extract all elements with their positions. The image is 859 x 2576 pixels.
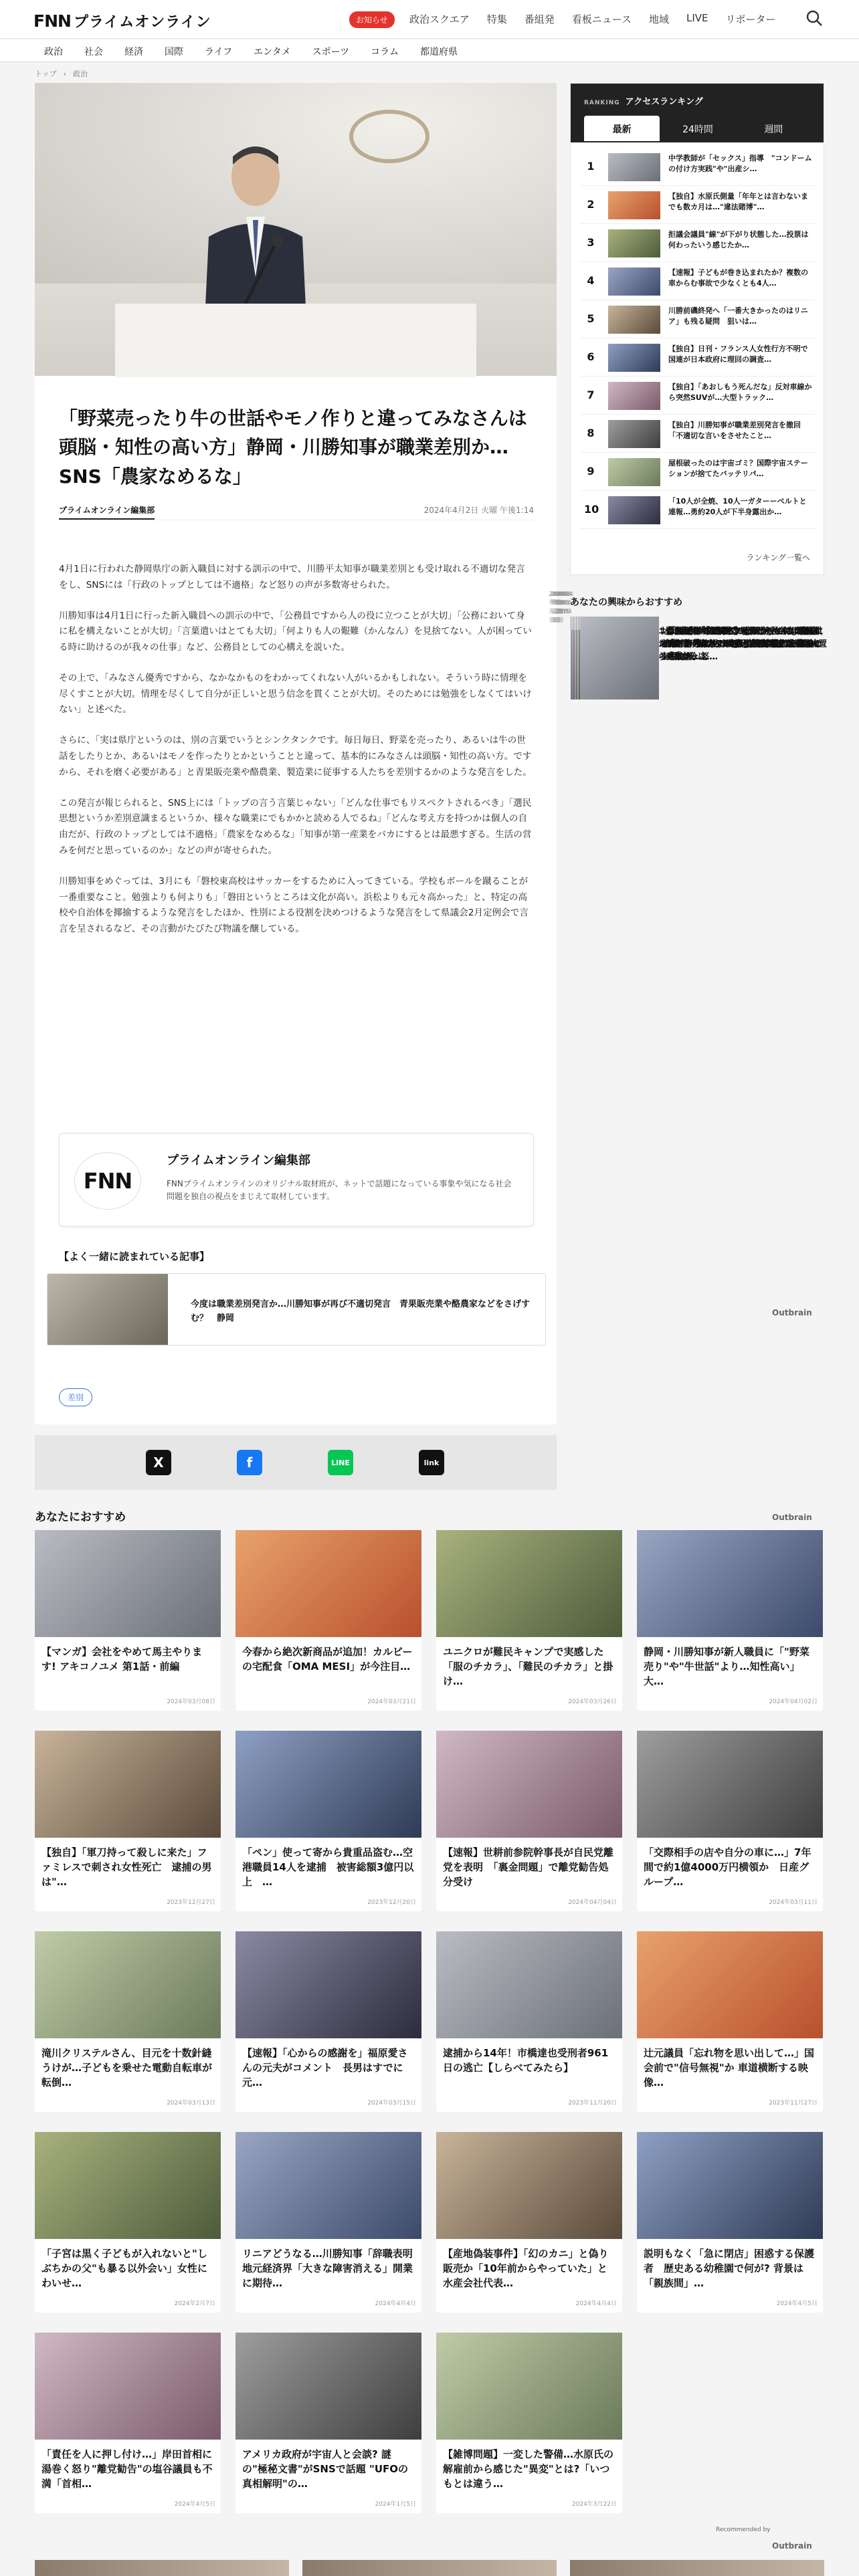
- ranking-item[interactable]: [580, 148, 816, 186]
- outbrain-logo[interactable]: Outbrain: [772, 1308, 812, 1317]
- recommend-card[interactable]: [35, 1530, 221, 1711]
- ranking-item[interactable]: [580, 300, 816, 338]
- more-strip: [35, 2560, 824, 2576]
- tag-discrimination[interactable]: 差別: [59, 1388, 92, 1406]
- card-thumbnail: [637, 1931, 823, 2038]
- nav-reporter[interactable]: リポーター: [725, 13, 776, 25]
- card-thumbnail: [35, 2132, 221, 2239]
- paragraph: 川勝知事は4月1日に行った新入職員への訓示の中で、「公務員ですから人の役に立つことが大切」「公務において身に私を構えないことが大切」「言葉遣いはとても大切」「何よりも人の艱難（かんなん）を見捨てない。人が困っている時に助けるのが我々の仕事」など、公務員としての心構えを説いた。: [59, 610, 532, 653]
- ranking-thumbnail: [608, 496, 660, 524]
- outbrain-logo[interactable]: Outbrain: [772, 1513, 812, 1522]
- ranking-thumbnail: [608, 306, 660, 334]
- category-item[interactable]: コラム: [371, 47, 399, 58]
- ranking-number: 1: [587, 160, 595, 173]
- category-item[interactable]: エンタメ: [254, 47, 291, 58]
- recommend-card[interactable]: [235, 1731, 421, 1911]
- notice-badge[interactable]: お知らせ: [349, 11, 395, 28]
- ranking-item[interactable]: [580, 186, 816, 224]
- author-box[interactable]: [59, 1133, 534, 1226]
- author-name: プライムオンライン編集部: [167, 1154, 310, 1168]
- ranking-box: [570, 83, 824, 575]
- hero-photo: [35, 83, 557, 376]
- card-date: 2024年03月11日: [769, 1899, 818, 1906]
- card-date: 2024年4月5日: [174, 2501, 215, 2508]
- card-thumbnail: [35, 1530, 221, 1637]
- category-item[interactable]: 社会: [84, 47, 103, 58]
- ranking-title: 中学教師が「セックス」指導 "コンドームの付け方実践"や"出産シ…: [668, 154, 812, 173]
- ranking-thumbnail: [608, 382, 660, 410]
- breadcrumb-politics[interactable]: 政治: [73, 70, 88, 78]
- ranking-number: 9: [587, 465, 595, 477]
- card-thumbnail: [235, 2333, 421, 2440]
- paragraph: 4月1日に行われた静岡県庁の新入職員に対する訓示の中で、川勝平太知事が職業差別とも受け取れる不適切な発言をし、SNSには「行政のトップとしては不適格」など怒りの声が多数寄せられた。: [59, 564, 525, 591]
- nav-politics-square[interactable]: 政治スクエア: [409, 13, 470, 25]
- ranking-more-link[interactable]: ランキング一覧へ: [746, 553, 810, 562]
- card-date: 2023年12月27日: [167, 1899, 215, 1906]
- tab-latest[interactable]: 最新: [584, 116, 660, 141]
- ranking-title: 屋根破ったのは宇宙ゴミ？国際宇宙ステーションが捨てたバッテリパ…: [668, 459, 808, 478]
- line-share-icon[interactable]: LINE: [328, 1450, 353, 1475]
- card-date: 2024年3月22日: [571, 2501, 617, 2508]
- ranking-thumbnail: [608, 458, 660, 486]
- interest-heading: あなたの興味からおすすめ: [570, 597, 683, 608]
- recommend-card[interactable]: [637, 2132, 823, 2313]
- recommend-card[interactable]: [637, 1931, 823, 2112]
- ranking-item[interactable]: [580, 453, 816, 491]
- ranking-title: 「10人が全焼、10人一ガターーベルトと連報…勇約20人が下半身露出か…: [668, 497, 807, 516]
- tab-24h[interactable]: 24時間: [682, 124, 713, 135]
- paragraph: 川勝知事をめぐっては、3月にも「磐校東高校はサッカーをするために入ってきている。学校もボールを蹴ることが一番重要なこと。勉強よりも何よりも」「磐田というところは文化が高い。浜松よりも元々高かった」と、特定の高校や自治体を揶揄するような発言をしたほか、性別による役割を決めつけるような発言をして県議会2月定例会で言言を呈されるなど、その言動がたびたび物議を醸している。: [59, 875, 529, 935]
- recommend-card[interactable]: [35, 1931, 221, 2112]
- card-thumbnail: [637, 1731, 823, 1838]
- ranking-title: 【速報】子どもが巻き込まれたか？複数の車からむ事故で少なくとも4人…: [668, 268, 808, 288]
- ranking-number: 10: [584, 503, 599, 516]
- author-logo: FNN: [74, 1152, 141, 1210]
- recommend-card[interactable]: [436, 2333, 622, 2513]
- ranking-tabs: [584, 116, 812, 141]
- ranking-item[interactable]: [580, 491, 816, 529]
- card-title: 【マンガ】会社をやめて馬主やります! アキコノユメ 第1話・前編: [41, 1646, 203, 1673]
- ranking-number: 3: [587, 236, 595, 249]
- card-thumbnail: [35, 2333, 221, 2440]
- ranking-number: 2: [587, 198, 595, 211]
- recommend-card[interactable]: [436, 1731, 622, 1911]
- card-date: 2024年1月5日: [375, 2501, 416, 2508]
- facebook-share-icon[interactable]: f: [237, 1450, 262, 1475]
- ranking-thumbnail: [608, 229, 660, 257]
- recommend-card[interactable]: [235, 1931, 421, 2112]
- recommend-card[interactable]: [35, 2333, 221, 2513]
- card-thumbnail: [436, 1931, 622, 2038]
- byline: [59, 504, 534, 520]
- category-item[interactable]: 都道府県: [419, 47, 458, 58]
- card-date: 2023年11月27日: [769, 2100, 818, 2107]
- recommend-card[interactable]: [436, 1530, 622, 1711]
- recommend-card[interactable]: [637, 1530, 823, 1711]
- card-title: ユニクロが難民キャンプで実感した「服のチカラ」、「難民のチカラ」と掛け…: [443, 1646, 613, 1687]
- tab-weekly[interactable]: 週間: [764, 124, 783, 135]
- card-date: 2024年04月02日: [769, 1699, 818, 1705]
- card-thumbnail: [235, 2132, 421, 2239]
- card-date: 2024年2月7日: [174, 2300, 215, 2307]
- card-date: 2024年03月21日: [367, 1699, 416, 1705]
- ranking-thumbnail: [608, 420, 660, 448]
- card-title: 静岡・川勝知事が新人職員に「"野菜売り"や"牛世話"より…知性高い」 大…: [644, 1646, 809, 1687]
- ranking-number: 6: [587, 350, 595, 363]
- ranking-title: 【独自】水原氏側量「年年とは言わないまでも数カ月は…"違法賭博"…: [668, 192, 808, 211]
- card-title: 「子宮は黒く子どもが入れないと"しぶちかの父"も暴る以外会い」女性にわいせ…: [41, 2248, 207, 2289]
- recommend-card[interactable]: [637, 1731, 823, 1911]
- paragraph: その上で、「みなさん優秀ですから、なかなかものをわかってくれない人がいるかもしれない。そういう時に情理を尽くすことが大切。情理を尽くして自分が正しいと思う信念を貫くことが大切。そのためには勉強をしなくてはいけない」と述べた。: [59, 672, 532, 716]
- card-title: 【速報】世耕前参院幹事長が自民党離党を表明 「裏金問題」で離党勧告処分受け: [443, 1846, 614, 1888]
- ranking-item[interactable]: [580, 224, 816, 262]
- card-title: 逮捕から14年！市橋達也受刑者961日の逃亡【しらべてみたら】: [443, 2047, 609, 2074]
- ranking-number: 5: [587, 312, 595, 325]
- card-thumbnail: [436, 2333, 622, 2440]
- card-date: 2024年4月5日: [776, 2300, 818, 2307]
- card-title: 【独自】「軍刀持って殺しに来た」ファミレスで刺され女性死亡 逮捕の男は"…: [41, 1846, 212, 1888]
- card-title: 「責任を人に押し付け…」岸田首相に湯巻く怒り"離党勧告"の塩谷議員も不満「首相…: [41, 2448, 213, 2490]
- author-link[interactable]: プライムオンライン編集部: [59, 504, 155, 520]
- recommended-by: Recommended by: [716, 2527, 771, 2533]
- card-date: 2024年03月08日: [167, 1699, 215, 1705]
- card-date: 2024年03月13日: [167, 2100, 215, 2107]
- ranking-label: RANKING アクセスランキング: [584, 97, 703, 107]
- interest-list: [570, 617, 824, 629]
- share-bar: [35, 1435, 557, 1490]
- card-title: 【雑博問題】一変した警備…水原氏の解雇前から感じた"異変"とは?「いつもとは違う…: [443, 2448, 614, 2490]
- ranking-item[interactable]: [580, 262, 816, 300]
- category-item[interactable]: ライフ: [205, 47, 233, 58]
- ranking-list: [580, 148, 816, 529]
- search-icon[interactable]: [804, 8, 824, 28]
- card-thumbnail: [235, 1530, 421, 1637]
- recommend-card[interactable]: [35, 2132, 221, 2313]
- recommend-card[interactable]: [436, 1931, 622, 2112]
- article-main: [35, 83, 557, 1424]
- nav-region[interactable]: 地域: [649, 13, 670, 25]
- ranking-number: 4: [587, 274, 595, 287]
- ranking-title: 川勝前磯終発へ「一番大きかったのはリニア」も残る疑問 狙いは…: [668, 306, 808, 326]
- category-item[interactable]: スポーツ: [312, 47, 350, 58]
- ranking-item[interactable]: [580, 338, 816, 377]
- card-date: 2024年03月15日: [367, 2100, 416, 2107]
- article-body: [59, 562, 534, 952]
- outbrain-logo[interactable]: Outbrain: [772, 2541, 812, 2551]
- site-header: [0, 0, 859, 39]
- related-heading: 【よく一緒に読まれている記事】: [59, 1251, 210, 1263]
- nav-live[interactable]: LIVE: [686, 12, 708, 24]
- category-item[interactable]: 政治: [44, 47, 63, 58]
- card-thumbnail: [436, 1731, 622, 1838]
- paragraph: さらに、「実は県庁というのは、別の言葉でいうとシンクタンクです。毎日毎日、野菜を売ったり、あるいは牛の世話をしたりとか、あるいはモノを作ったりとかということと違って、基本的にみなさんは頭脳・知性の高い方。ですから、それを磨く必要がある」と青果販売業や酪農業、製造業に従事する人たちを差別するかのような発言をした。: [59, 735, 532, 778]
- card-thumbnail: [35, 1931, 221, 2038]
- card-title: リニアどうなる…川勝知事「辞職表明 地元経済界「大きな障害消える」開業に期待…: [242, 2248, 423, 2289]
- ranking-thumbnail: [608, 153, 660, 181]
- top-nav: [409, 12, 776, 26]
- publish-date: 2024年4月2日 火曜 午後1:14: [423, 506, 534, 515]
- related-thumbnail: [47, 1274, 168, 1345]
- card-title: 「ペン」使って寄から貴重品盗む…空港職員14人を逮捕 被害総額3億円以上 …: [242, 1846, 414, 1888]
- recommend-card[interactable]: [436, 2132, 622, 2313]
- site-logo[interactable]: FNN プライムオンライン: [33, 11, 211, 31]
- card-date: 2024年4月4日: [375, 2300, 416, 2307]
- recommend-card[interactable]: [235, 2132, 421, 2313]
- card-date: 2024年4月4日: [575, 2300, 617, 2307]
- interest-thumbnail: [580, 617, 581, 630]
- card-date: 2023年12月20日: [367, 1899, 416, 1906]
- article-title: 「野菜売ったり牛の世話やモノ作りと違ってみなさんは頭脳・知性の高い方」静岡・川勝知事が職業差別か…SNS「農家なめるな」: [59, 407, 527, 488]
- paragraph: この発言が報じられると、SNS上には「トップの言う言葉じゃない」「どんな仕事でもリスペクトされるべき」「選民思想というか差別意識まるというか、様々な職業にでもかかと読める人でるね」「どんな考え方を持つかは個人の自由だが、行政のトップとしては不適格」「農家をなめるな」「知事が第一産業をバカにするとは最悪すぎる。生活の営みを何だと思っているのか」などの声が寄せられた。: [59, 797, 532, 856]
- card-thumbnail: [637, 1530, 823, 1637]
- category-item[interactable]: 国際: [165, 47, 183, 58]
- category-item[interactable]: 経済: [124, 47, 143, 58]
- card-title: 滝川クリステルさん、目元を十数針縫うけが…子どもを乗せた電動自転車が転倒…: [41, 2047, 213, 2088]
- card-date: 2024年04月04日: [568, 1899, 617, 1906]
- related-article[interactable]: [47, 1273, 546, 1346]
- breadcrumb: [35, 68, 94, 79]
- breadcrumb-top[interactable]: トップ: [35, 70, 57, 78]
- card-thumbnail: [436, 2132, 622, 2239]
- ranking-title: 【独自】川勝知事が職業差別発言を撤回「不適切な言いをさせたこと…: [668, 421, 801, 440]
- card-thumbnail: [637, 2132, 823, 2239]
- ranking-title: 【独自】「あおしもう死んだな」反対車線から突然SUVが…大型トラック…: [668, 383, 812, 402]
- card-date: 2023年11月20日: [568, 2100, 617, 2107]
- card-thumbnail: [235, 1731, 421, 1838]
- card-title: アメリカ政府が宇宙人と会談? 謎の"極秘文書"がSNSで話題 "UFOの真相解明"の…: [242, 2448, 409, 2490]
- related-title: 今度は職業差別発言か…川勝知事が再び不適切発言 青果販売業や酪農家などをさげすむ？ 静岡: [191, 1299, 531, 1323]
- recommend-card[interactable]: [35, 1731, 221, 1911]
- x-share-icon[interactable]: X: [146, 1450, 171, 1475]
- ranking-item[interactable]: [580, 377, 816, 415]
- card-title: 今春から絶次新商品が追加！カルビーの宅配食「OMA MESI」が今注目…: [242, 1646, 413, 1673]
- card-title: 「交際相手の店や自分の車に…」7年間で約1億4000万円横領か 日産グループ…: [644, 1846, 812, 1888]
- interest-item[interactable]: [579, 616, 581, 630]
- breadcrumb-separator: ›: [63, 70, 67, 78]
- nav-news[interactable]: 看板ニュース: [571, 13, 632, 25]
- ranking-thumbnail: [608, 191, 660, 219]
- author-description: FNNプライムオンラインのオリジナル取材班が、ネットで話題になっている事象や気になる社会問題を独自の視点をまじえて取材しています。: [167, 1179, 512, 1202]
- ranking-number: 8: [587, 427, 595, 439]
- card-date: 2024年03月26日: [568, 1699, 617, 1705]
- category-bar: [0, 39, 859, 62]
- copy-link-icon[interactable]: link: [419, 1450, 444, 1475]
- recommend-card[interactable]: [235, 2333, 421, 2513]
- card-thumbnail: [235, 1931, 421, 2038]
- ranking-title: 【独自】日刊・フランス人女性行方不明で国連が日本政府に理回の調査…: [668, 344, 808, 364]
- recommend-card[interactable]: [235, 1530, 421, 1711]
- card-title: 【速報】「心からの感謝を」福原愛さんの元夫がコメント 長男はすでに元…: [242, 2047, 408, 2088]
- card-title: 辻元議員「忘れ物を思い出して…」国会前で"信号無視"か 車道横断する映像…: [644, 2047, 815, 2088]
- recommend-heading: あなたにおすすめ: [35, 1511, 126, 1524]
- card-title: 【産地偽装事件】「幻のカニ」と偽り販売か「10年前からやっていた」と水産会社代表…: [443, 2248, 609, 2289]
- nav-features[interactable]: 特集: [486, 13, 507, 25]
- ranking-thumbnail: [608, 344, 660, 372]
- nav-programs[interactable]: 番組発: [524, 13, 555, 25]
- ranking-item[interactable]: [580, 415, 816, 453]
- ranking-title: 拒議会議員"線"が下がり状態した…投票は何わったいう感じたか…: [668, 230, 809, 249]
- card-title: 説明もなく「急に閉店」困惑する保護者 歴史ある幼稚園で何が? 背景は「親族間」…: [644, 2248, 815, 2289]
- card-thumbnail: [436, 1530, 622, 1637]
- ranking-thumbnail: [608, 267, 660, 296]
- ranking-number: 7: [587, 389, 595, 401]
- card-thumbnail: [35, 1731, 221, 1838]
